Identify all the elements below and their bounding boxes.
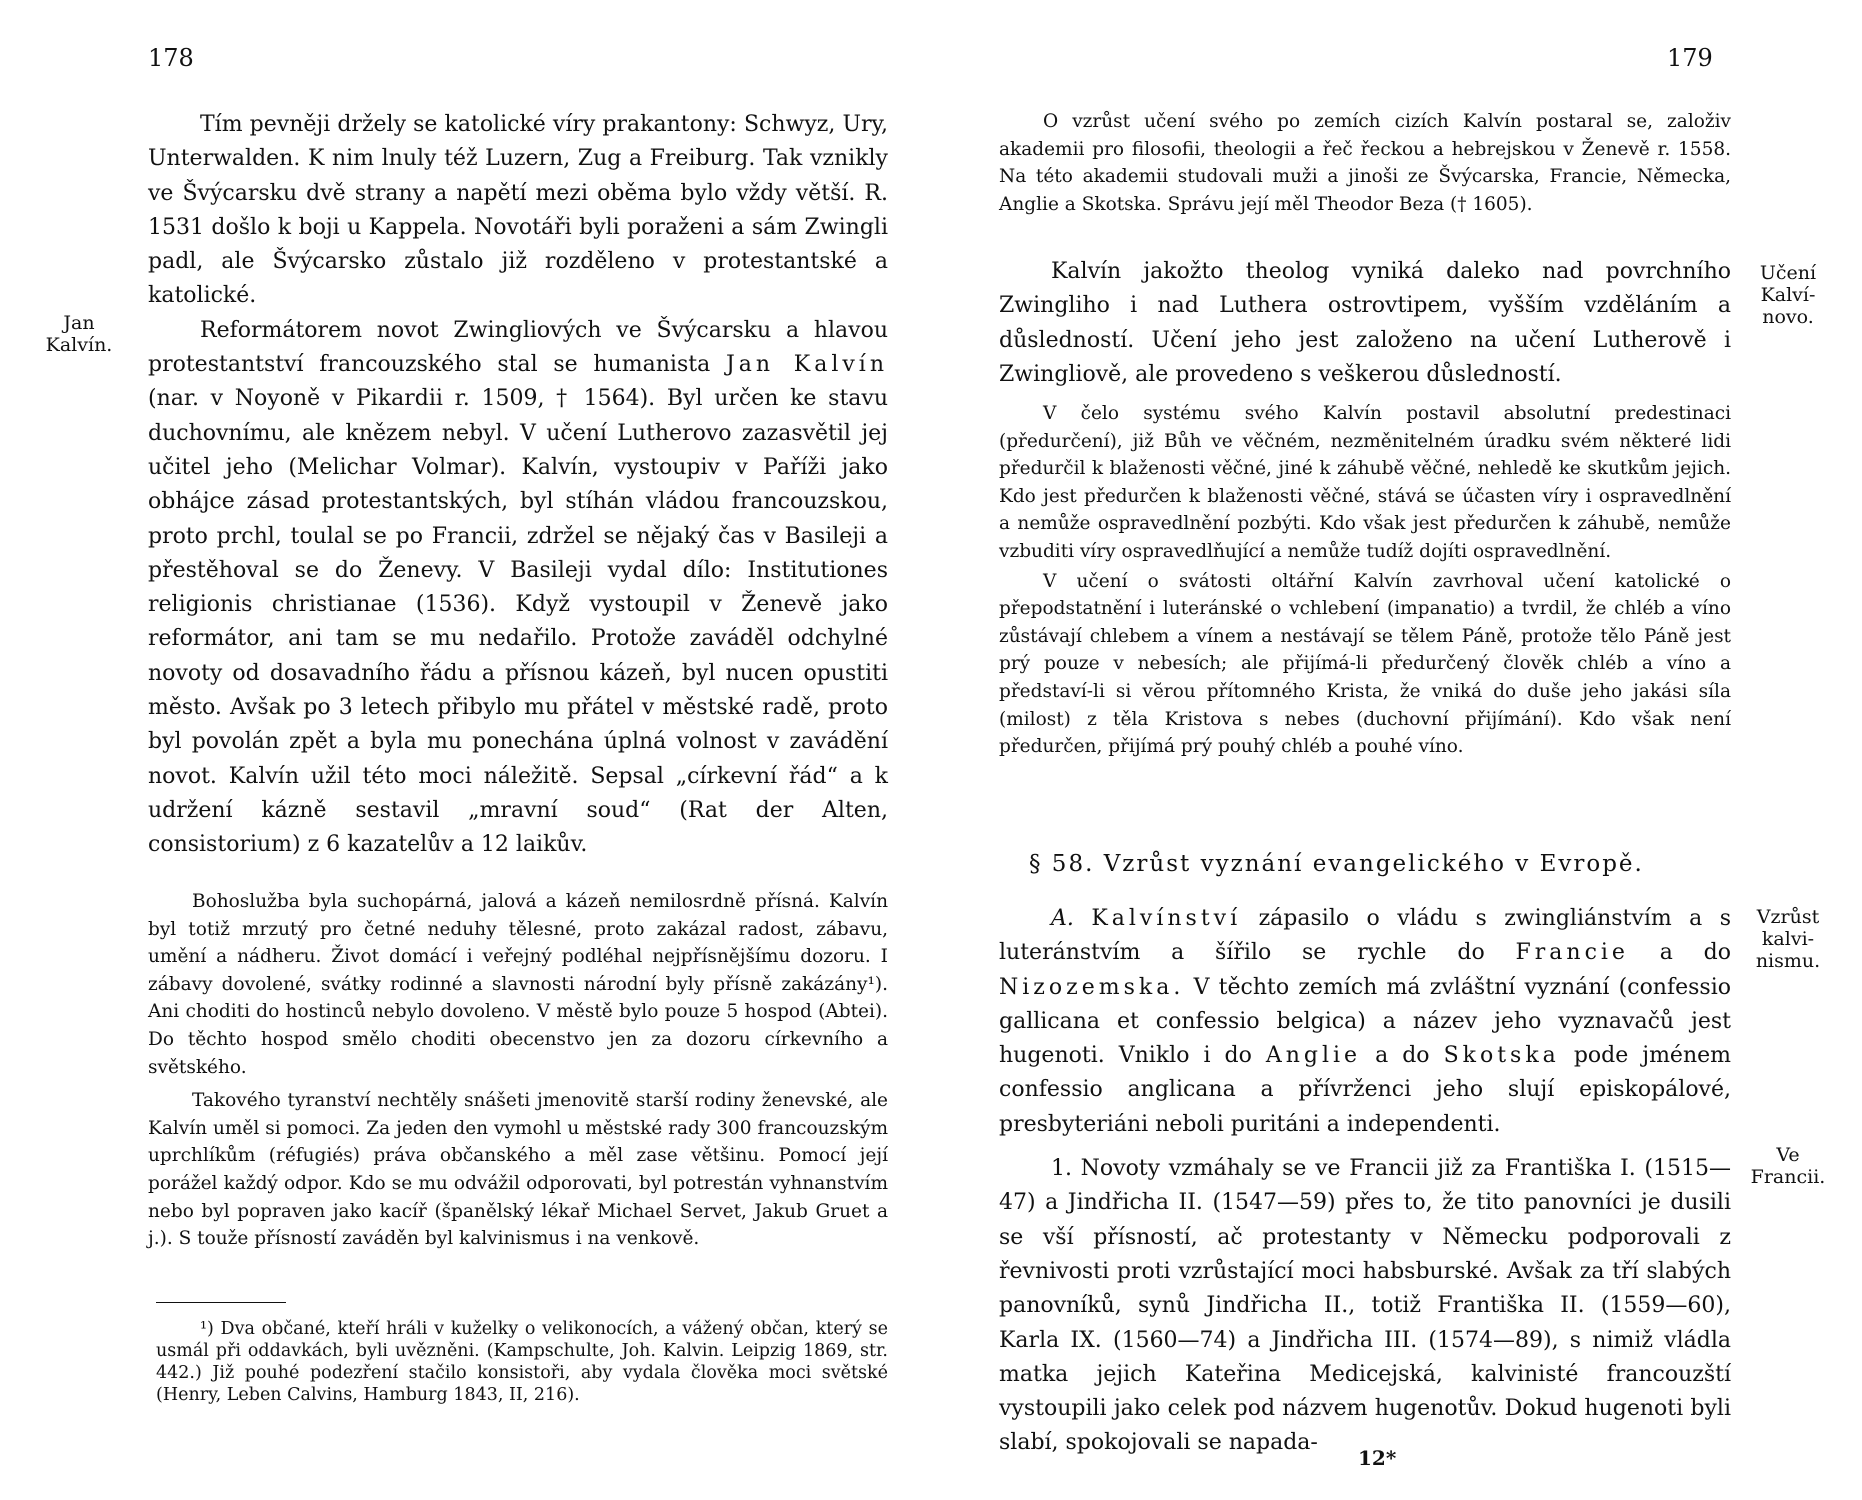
paragraph: Tím pevněji držely se katolické víry prakantony: Schwyz, Ury, Unterwalden. K nim lnuly též Luzern, Zug a Freiburg. Tak vznikly ve Švýcarsku dvě strany a napětí mezi oběma bylo vždy větší. R. 1531 došlo k boji u Kappela. Novotáři byli poraženi a sám Zwingli padl, ale Švýcarsko zůstalo již rozděleno v protestantské a katolické. (148, 112, 888, 309)
page-number: 179 (1667, 44, 1713, 72)
section-body (999, 902, 1731, 1461)
paragraph-text: a do (1375, 1043, 1430, 1069)
paragraph: 1. Novoty vzmáhaly se ve Francii již za Františka I. (1515—47) a Jindřicha II. (1547—59) přes to, že tito panovníci je dusili se vší přísností, ač protestanty v Německu podporovali z řevnivosti proti vzrůstající moci habsburské. Avšak za tří slabých panovníků, synů Jindřicha II., totiž Františka II. (1559—60), Karla IX. (1560—74) a Jindřicha III. (1574—89), s nimiž vládla matka jejich Kateřina Medicejská, kalvinisté francouzští vystoupili jako celek pod názvem hugenotův. Dokud hugenoti byli slabí, spokojovali se napada- (999, 1156, 1731, 1456)
right-main-para (999, 255, 1731, 392)
small-paragraph: O vzrůst učení svého po zemích cizích Kalvín postaral se, založiv akademii pro filosofii, theologii a řeč řeckou a hebrejskou v Ženevě r. 1558. Na této akademii studovali muži a jinoši ze Švýcarska, Francie, Německa, Anglie a Skotska. Správu její měl Theodor Beza († 1605). (999, 111, 1731, 215)
emphasized-term: Skotska (1443, 1043, 1560, 1069)
emphasized-term: Francie (1515, 940, 1629, 966)
paragraph-text: zápasilo o vládu s zwingliánstvím a s luteránstvím a šířilo se rychle do (999, 906, 1731, 966)
emphasized-term: Nizozemska. (999, 974, 1185, 1000)
emphasized-term: Anglie (1265, 1043, 1362, 1069)
left-main-column (148, 108, 888, 863)
section-heading-wrap (999, 848, 1731, 880)
paragraph-text: Reformátorem novot Zwingliových ve Švýcarsku a hlavou protestantství francouzského stal se humanista (148, 317, 888, 378)
paragraph-text: pode jménem confessio anglicana a přívrženci jeho slují episkopálové, presbyteriáni neboli puritáni a independenti. (999, 1043, 1732, 1137)
right-small-column (999, 400, 1731, 761)
small-paragraph: V čelo systému svého Kalvín postavil absolutní predestinaci (předurčení), již Bůh ve věčném, nezměnitelném úradku svém některé lidi předurčil k blaženosti věčné, jiné k záhubě věčné, nehledě ke skutkům jejich. Kdo jest předurčen k blaženosti věčné, stává se účasten víry i ospravedlnění a nemůže ospravedlnění pozbýti. Kdo však jest předurčen k záhubě, nemůže vzbuditi víry ospravedlňující a nemůže tudíž dojíti ospravedlnění. (999, 403, 1731, 562)
section-heading: § 58. Vzrůst vyznání evangelického v Evropě. (1029, 851, 1644, 877)
paragraph-text: (nar. v Noyoně v Pikardii r. 1509, † 1564). Byl určen ke stavu duchovnímu, ale knězem nebyl. V učení Lutherovo zazasvětil jej učitel jeho (Melichar Volmar). Kalvín, vystoupiv v Paříži jako obhájce zásad protestantských, byl stíhán vládou francouzskou, proto prchl, toulal se po Francii, zdržel se nějaký čas v Basileji a přestěhoval se do Ženevy. V Basileji vydal dílo: Institutiones religionis christianae (1536). Když vystoupil v Ženevě jako reformátor, ani tam se mu nedařilo. Protože zaváděl odchylné novoty od dosavadního řádu a přísnou kázeň, byl nucen opustiti město. Avšak po 3 letech přibylo mu přátel v městské radě, proto byl povolán zpět a byla mu ponechána úplná volnost v zavádění novot. Kalvín užil této moci náležitě. Sepsal „církevní řád“ a k udržení kázně sestavil „mravní soud“ (Rat der Alten, consistorium) z 6 kazatelův a 12 laikův. (148, 386, 888, 858)
emphasized-term: Kalvínství (1091, 906, 1242, 931)
margin-note-uceni-kalvinovo: Učení Kalví- novo. (1759, 262, 1817, 328)
label-a: A. (1051, 906, 1074, 931)
right-top-small (999, 108, 1731, 218)
small-paragraph: Bohoslužba byla suchopárná, jalová a kázeň nemilosrdně přísná. Kalvín byl totiž mrzutý pro četné neduhy tělesné, proto zakázal radost, zábavu, umění a nádheru. Život domácí i veřejný podléhal nejpřísnějšímu dozoru. I zábavy dovolené, svátky rodinné a slavnosti národní byly přísně zakázány¹). Ani choditi do hostinců nebylo dovoleno. V městě bylo pouze 5 hospod (Abtei). Do těchto hospod smělo choditi obecenstvo jen za dozoru církevního a světského. (148, 891, 888, 1078)
small-paragraph: Takového tyranství nechtěly snášeti jmenovitě starší rodiny ženevské, ale Kalvín uměl si pomoci. Za jeden den vymohl u městské rady 300 francouzským uprchlíkům (réfugiés) práva občanského a měl zase většinu. Pomocí její porážel každý odpor. Kdo se mu odvážil odporovati, byl potrestán vyhnanstvím nebo byl popraven jako kacíř (španělský lékař Michael Servet, Jakub Gruet a j.). S touže přísností zaváděn byl kalvinismus i na venkově. (148, 1090, 888, 1250)
margin-note-vzrust-kalvinismu: Vzrůst kalvi- nismu. (1755, 906, 1821, 972)
footnote-rule (156, 1302, 286, 1303)
small-paragraph: V učení o svátosti oltářní Kalvín zavrhoval učení katolické o přepodstatnění i luteránské o vchlebení (impanatio) a tvrdil, že chléb a víno zůstávají chlebem a vínem a nestávají se tělem Páně, protože tělo Páně jest prý pouze v nebesích; ale přijímá-li předurčený člověk chléb a víno a představí-li si vĕrou přítomného Krista, že vniká do duše jeho jakási síla (milost) z těla Kristova s nebes (duchovní přijímání). Kdo však není předurčen, přijímá prý pouhý chléb a pouhé víno. (999, 570, 1731, 758)
paragraph (999, 902, 1731, 1142)
left-small-column (148, 888, 888, 1253)
emphasized-name: Jan Kalvín (725, 352, 888, 378)
paragraph: Kalvín jakožto theolog vyniká daleko nad povrchního Zwingliho i nad Luthera ostrovtipem, vyšším vzděláním a důsledností. Učení jeho jest založeno na učení Lutherově i Zwingliově, ale provedeno s veškerou důsledností. (999, 259, 1731, 387)
paragraph-text: V těchto zemích má zvláštní vyznání (confessio gallicana et confessio belgica) a název jeho vyznavačů jest hugenoti. Vniklo i do (999, 974, 1732, 1069)
margin-note-jan-kalvin: Jan Kalvín. (45, 312, 113, 356)
footnote-area (156, 1318, 888, 1406)
signature-mark: 12* (1358, 1446, 1397, 1470)
page-number: 178 (148, 44, 194, 72)
footnote: ¹) Dva občané, kteří hráli v kuželky o velikonocích, a vážený občan, který se usmál při oddavkách, byli uvězněni. (Kampschulte, Joh. Kalvin. Leipzig 1869, str. 442.) Již pouhé podezření stačilo konsistoři, aby vydala člověka moci světské (Henry, Leben Calvins, Hamburg 1843, II, 216). (156, 1319, 888, 1405)
right-page (931, 0, 1862, 1500)
paragraph-text: a do (1659, 940, 1731, 966)
margin-note-ve-francii: Ve Francii. (1750, 1144, 1826, 1188)
paragraph (148, 314, 888, 863)
